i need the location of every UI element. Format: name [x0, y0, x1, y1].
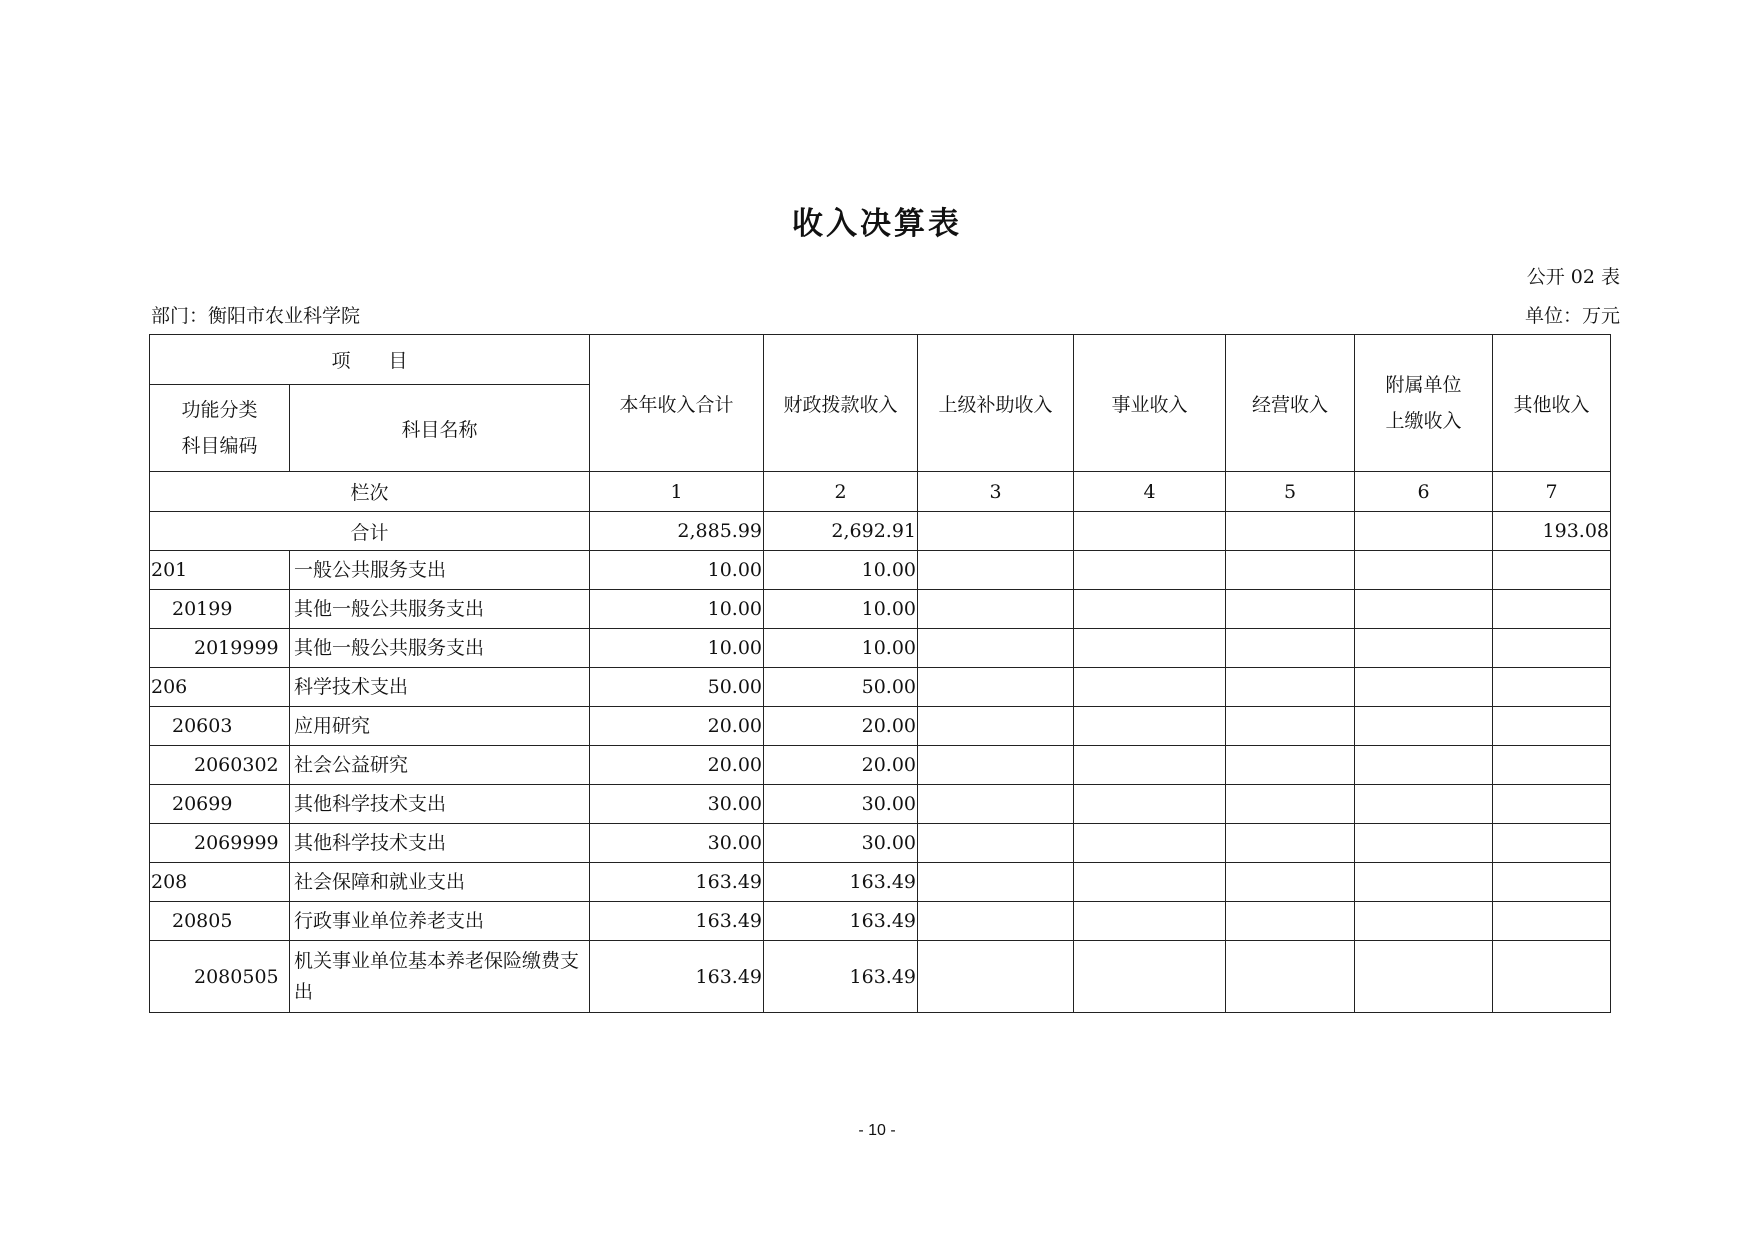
header-col-2: 财政拨款收入	[764, 335, 918, 472]
row-value: 10.00	[764, 551, 918, 590]
lanci-num: 7	[1493, 472, 1611, 512]
row-value	[918, 668, 1074, 707]
row-value	[1493, 941, 1611, 1013]
row-code: 20603	[150, 707, 290, 746]
lanci-num: 4	[1074, 472, 1226, 512]
header-col-3: 上级补助收入	[918, 335, 1074, 472]
header-func-code	[150, 385, 290, 472]
row-value	[1226, 785, 1355, 824]
header-col-6-line2: 上缴收入	[1385, 410, 1462, 432]
row-name: 其他科学技术支出	[290, 785, 590, 824]
row-value: 50.00	[590, 668, 764, 707]
row-value	[1074, 590, 1226, 629]
row-value	[1355, 902, 1493, 941]
total-value: 2,885.99	[590, 512, 764, 551]
row-value: 163.49	[590, 941, 764, 1013]
row-value	[1074, 902, 1226, 941]
row-value	[1355, 746, 1493, 785]
lanci-row	[150, 472, 1611, 512]
lanci-num: 1	[590, 472, 764, 512]
lanci-num: 3	[918, 472, 1074, 512]
row-value: 163.49	[590, 863, 764, 902]
row-value	[1493, 551, 1611, 590]
row-value	[1226, 863, 1355, 902]
row-value	[918, 902, 1074, 941]
table-row	[150, 941, 1611, 1013]
header-col-1: 本年收入合计	[590, 335, 764, 472]
total-value	[1355, 512, 1493, 551]
table-row	[150, 824, 1611, 863]
total-value	[1226, 512, 1355, 551]
table-row	[150, 707, 1611, 746]
row-value: 163.49	[764, 863, 918, 902]
row-value: 30.00	[764, 785, 918, 824]
row-value	[1074, 707, 1226, 746]
row-name: 机关事业单位基本养老保险缴费支出	[290, 941, 590, 1013]
row-value	[1226, 824, 1355, 863]
row-value	[1074, 824, 1226, 863]
row-value	[918, 746, 1074, 785]
lanci-label: 栏次	[150, 472, 590, 512]
header-subject-name: 科目名称	[290, 385, 590, 472]
row-code: 20699	[150, 785, 290, 824]
total-row	[150, 512, 1611, 551]
lanci-num: 2	[764, 472, 918, 512]
row-value: 20.00	[590, 707, 764, 746]
row-value	[1226, 941, 1355, 1013]
row-value: 10.00	[590, 590, 764, 629]
row-value	[918, 941, 1074, 1013]
table-row	[150, 746, 1611, 785]
row-name: 科学技术支出	[290, 668, 590, 707]
row-value	[1226, 707, 1355, 746]
row-code: 2080505	[150, 941, 290, 1013]
row-value	[1074, 629, 1226, 668]
header-project: 项 目	[150, 335, 590, 385]
row-code: 208	[150, 863, 290, 902]
row-name: 其他一般公共服务支出	[290, 590, 590, 629]
row-name: 其他科学技术支出	[290, 824, 590, 863]
row-value: 30.00	[590, 824, 764, 863]
row-value	[918, 590, 1074, 629]
row-value	[918, 707, 1074, 746]
form-number: 公开 02 表	[1526, 266, 1620, 288]
row-value: 20.00	[764, 707, 918, 746]
table-row	[150, 902, 1611, 941]
row-value	[1355, 941, 1493, 1013]
row-value: 10.00	[590, 551, 764, 590]
row-name: 一般公共服务支出	[290, 551, 590, 590]
row-value	[1493, 746, 1611, 785]
header-func-code-line2: 科目编码	[181, 435, 258, 457]
row-value	[918, 785, 1074, 824]
row-value	[1355, 629, 1493, 668]
income-table	[149, 334, 1611, 1013]
table-row	[150, 590, 1611, 629]
table-row	[150, 785, 1611, 824]
row-value: 10.00	[590, 629, 764, 668]
row-name: 行政事业单位养老支出	[290, 902, 590, 941]
header-func-code-line1: 功能分类	[181, 399, 258, 421]
total-value: 2,692.91	[764, 512, 918, 551]
row-value	[1355, 824, 1493, 863]
row-value	[1493, 785, 1611, 824]
row-value	[918, 629, 1074, 668]
row-value: 10.00	[764, 629, 918, 668]
row-value	[1226, 746, 1355, 785]
total-label: 合计	[150, 512, 590, 551]
row-value: 163.49	[590, 902, 764, 941]
row-code: 20805	[150, 902, 290, 941]
header-col-7: 其他收入	[1493, 335, 1611, 472]
row-value: 50.00	[764, 668, 918, 707]
total-value	[918, 512, 1074, 551]
row-name: 其他一般公共服务支出	[290, 629, 590, 668]
row-value	[1226, 629, 1355, 668]
row-value: 163.49	[764, 902, 918, 941]
page-number: - 10 -	[858, 1122, 896, 1139]
row-value	[1226, 902, 1355, 941]
row-value	[1226, 590, 1355, 629]
total-value: 193.08	[1493, 512, 1611, 551]
row-value	[1074, 551, 1226, 590]
header-col-6-line1: 附属单位	[1385, 374, 1462, 396]
row-value: 163.49	[764, 941, 918, 1013]
unit-label: 单位：万元	[1524, 305, 1620, 327]
row-value: 20.00	[764, 746, 918, 785]
row-code: 201	[150, 551, 290, 590]
row-name: 社会公益研究	[290, 746, 590, 785]
header-col-4: 事业收入	[1074, 335, 1226, 472]
row-value	[918, 551, 1074, 590]
header-col-6	[1355, 335, 1493, 472]
lanci-num: 5	[1226, 472, 1355, 512]
row-code: 20199	[150, 590, 290, 629]
page-title: 收入决算表	[792, 206, 962, 242]
row-value	[1074, 746, 1226, 785]
row-value	[1493, 629, 1611, 668]
row-value	[1355, 551, 1493, 590]
row-value	[1355, 863, 1493, 902]
row-value	[918, 824, 1074, 863]
department-label: 部门：衡阳市农业科学院	[151, 305, 361, 327]
row-value	[1226, 551, 1355, 590]
header-row-project	[150, 335, 1611, 385]
row-value	[1226, 668, 1355, 707]
lanci-num: 6	[1355, 472, 1493, 512]
row-code: 2060302	[150, 746, 290, 785]
row-value	[1493, 863, 1611, 902]
row-value	[1355, 590, 1493, 629]
table-row	[150, 629, 1611, 668]
row-value	[1493, 902, 1611, 941]
row-value	[1493, 824, 1611, 863]
row-value	[1074, 863, 1226, 902]
table-row	[150, 863, 1611, 902]
table-row	[150, 551, 1611, 590]
header-col-5: 经营收入	[1226, 335, 1355, 472]
row-value	[1074, 785, 1226, 824]
row-value	[1493, 668, 1611, 707]
row-value: 30.00	[764, 824, 918, 863]
row-name: 应用研究	[290, 707, 590, 746]
row-value	[1355, 785, 1493, 824]
row-value	[918, 863, 1074, 902]
row-code: 2069999	[150, 824, 290, 863]
total-value	[1074, 512, 1226, 551]
row-name: 社会保障和就业支出	[290, 863, 590, 902]
row-value	[1355, 668, 1493, 707]
table-row	[150, 668, 1611, 707]
row-value	[1074, 668, 1226, 707]
row-value: 30.00	[590, 785, 764, 824]
row-code: 2019999	[150, 629, 290, 668]
row-value	[1355, 707, 1493, 746]
row-value: 10.00	[764, 590, 918, 629]
row-value	[1493, 707, 1611, 746]
row-value	[1493, 590, 1611, 629]
row-value	[1074, 941, 1226, 1013]
row-code: 206	[150, 668, 290, 707]
row-value: 20.00	[590, 746, 764, 785]
